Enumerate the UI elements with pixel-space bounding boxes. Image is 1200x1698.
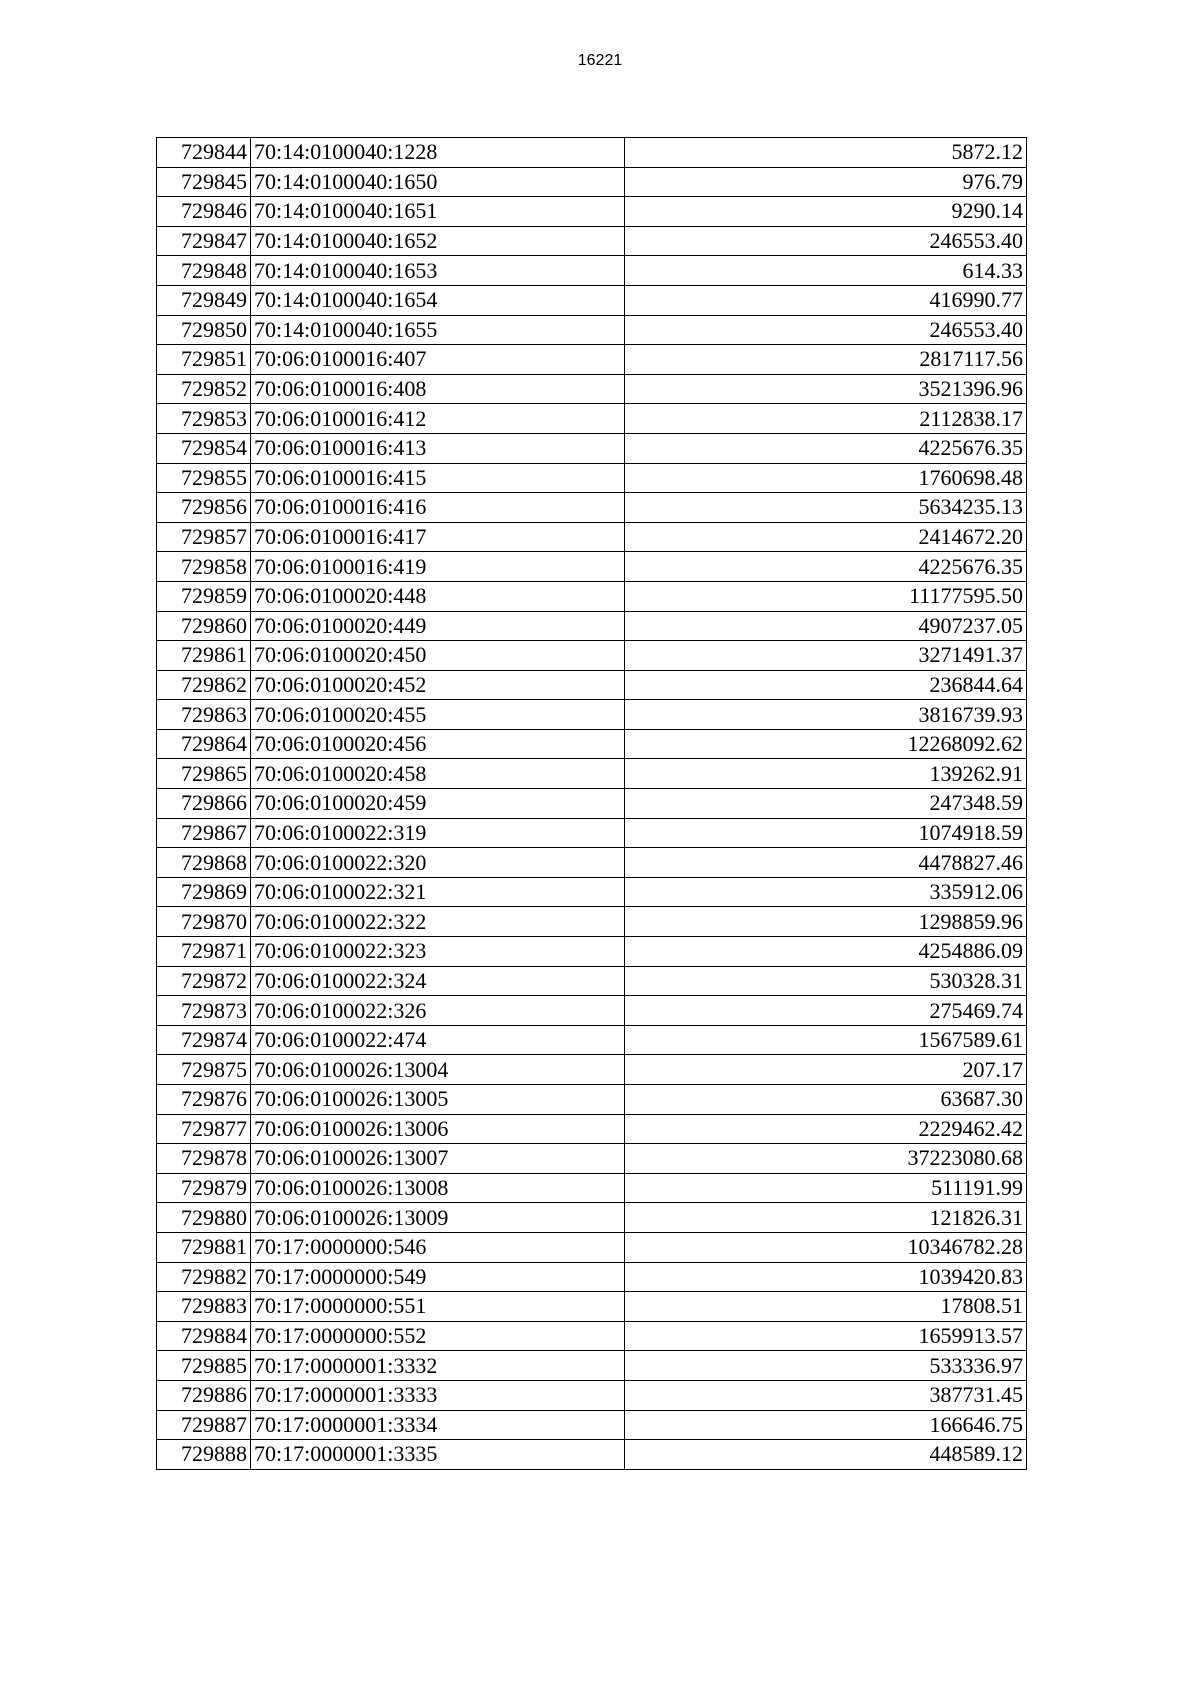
- value-cell: 4478827.46: [625, 848, 1027, 878]
- value-cell: 387731.45: [625, 1380, 1027, 1410]
- table-row: [157, 1380, 1027, 1410]
- cadastral-number-cell: 70:17:0000000:551: [251, 1292, 625, 1322]
- value-cell: 246553.40: [625, 226, 1027, 256]
- value-cell: 2817117.56: [625, 345, 1027, 375]
- row-number-cell: 729848: [157, 256, 251, 286]
- value-cell: 2229462.42: [625, 1114, 1027, 1144]
- row-number-cell: 729868: [157, 848, 251, 878]
- cadastral-number-cell: 70:06:0100016:408: [251, 374, 625, 404]
- value-cell: 1659913.57: [625, 1321, 1027, 1351]
- cadastral-number-cell: 70:06:0100022:321: [251, 877, 625, 907]
- cadastral-number-cell: 70:06:0100016:419: [251, 552, 625, 582]
- cadastral-number-cell: 70:06:0100020:449: [251, 611, 625, 641]
- cadastral-number-cell: 70:06:0100020:456: [251, 729, 625, 759]
- value-cell: 9290.14: [625, 197, 1027, 227]
- row-number-cell: 729869: [157, 877, 251, 907]
- cadastral-number-cell: 70:06:0100026:13007: [251, 1144, 625, 1174]
- cadastral-number-cell: 70:14:0100040:1654: [251, 285, 625, 315]
- value-cell: 3816739.93: [625, 700, 1027, 730]
- cadastral-number-cell: 70:06:0100022:324: [251, 966, 625, 996]
- cadastral-number-cell: 70:14:0100040:1655: [251, 315, 625, 345]
- cadastral-number-cell: 70:06:0100020:448: [251, 581, 625, 611]
- table-row: [157, 1351, 1027, 1381]
- value-cell: 166646.75: [625, 1410, 1027, 1440]
- cadastral-number-cell: 70:17:0000000:552: [251, 1321, 625, 1351]
- cadastral-number-cell: 70:06:0100026:13009: [251, 1203, 625, 1233]
- cadastral-number-cell: 70:06:0100022:474: [251, 1025, 625, 1055]
- cadastral-number-cell: 70:06:0100022:320: [251, 848, 625, 878]
- cadastral-number-cell: 70:06:0100026:13004: [251, 1055, 625, 1085]
- value-cell: 236844.64: [625, 670, 1027, 700]
- table-row: [157, 877, 1027, 907]
- row-number-cell: 729872: [157, 966, 251, 996]
- table-row: [157, 907, 1027, 937]
- table-row: [157, 1321, 1027, 1351]
- cadastral-number-cell: 70:14:0100040:1228: [251, 138, 625, 168]
- table-row: [157, 345, 1027, 375]
- cadastral-number-cell: 70:06:0100016:416: [251, 493, 625, 523]
- row-number-cell: 729883: [157, 1292, 251, 1322]
- cadastral-number-cell: 70:17:0000001:3333: [251, 1380, 625, 1410]
- table-row: [157, 1292, 1027, 1322]
- row-number-cell: 729866: [157, 789, 251, 819]
- table-row: [157, 1085, 1027, 1115]
- row-number-cell: 729851: [157, 345, 251, 375]
- row-number-cell: 729885: [157, 1351, 251, 1381]
- value-cell: 4907237.05: [625, 611, 1027, 641]
- value-cell: 247348.59: [625, 789, 1027, 819]
- table-row: [157, 848, 1027, 878]
- table-row: [157, 226, 1027, 256]
- cadastral-number-cell: 70:14:0100040:1653: [251, 256, 625, 286]
- row-number-cell: 729855: [157, 463, 251, 493]
- row-number-cell: 729864: [157, 729, 251, 759]
- value-cell: 1760698.48: [625, 463, 1027, 493]
- cadastral-number-cell: 70:14:0100040:1652: [251, 226, 625, 256]
- row-number-cell: 729863: [157, 700, 251, 730]
- cadastral-number-cell: 70:06:0100016:412: [251, 404, 625, 434]
- row-number-cell: 729865: [157, 759, 251, 789]
- row-number-cell: 729880: [157, 1203, 251, 1233]
- value-cell: 530328.31: [625, 966, 1027, 996]
- value-cell: 511191.99: [625, 1173, 1027, 1203]
- table-row: [157, 522, 1027, 552]
- table-row: [157, 641, 1027, 671]
- cadastral-number-cell: 70:06:0100016:413: [251, 433, 625, 463]
- value-cell: 207.17: [625, 1055, 1027, 1085]
- table-row: [157, 493, 1027, 523]
- row-number-cell: 729845: [157, 167, 251, 197]
- row-number-cell: 729875: [157, 1055, 251, 1085]
- cadastral-number-cell: 70:06:0100020:458: [251, 759, 625, 789]
- row-number-cell: 729861: [157, 641, 251, 671]
- table-row: [157, 996, 1027, 1026]
- cadastral-value-table: [156, 137, 1027, 1470]
- table-row: [157, 552, 1027, 582]
- row-number-cell: 729871: [157, 937, 251, 967]
- value-cell: 614.33: [625, 256, 1027, 286]
- table-row: [157, 404, 1027, 434]
- cadastral-number-cell: 70:14:0100040:1651: [251, 197, 625, 227]
- cadastral-number-cell: 70:14:0100040:1650: [251, 167, 625, 197]
- table-row: [157, 315, 1027, 345]
- table-row: [157, 256, 1027, 286]
- value-cell: 5872.12: [625, 138, 1027, 168]
- value-cell: 1074918.59: [625, 818, 1027, 848]
- value-cell: 5634235.13: [625, 493, 1027, 523]
- cadastral-number-cell: 70:06:0100026:13005: [251, 1085, 625, 1115]
- row-number-cell: 729862: [157, 670, 251, 700]
- row-number-cell: 729844: [157, 138, 251, 168]
- row-number-cell: 729874: [157, 1025, 251, 1055]
- row-number-cell: 729854: [157, 433, 251, 463]
- row-number-cell: 729849: [157, 285, 251, 315]
- row-number-cell: 729876: [157, 1085, 251, 1115]
- row-number-cell: 729877: [157, 1114, 251, 1144]
- value-cell: 121826.31: [625, 1203, 1027, 1233]
- value-cell: 12268092.62: [625, 729, 1027, 759]
- row-number-cell: 729860: [157, 611, 251, 641]
- value-cell: 416990.77: [625, 285, 1027, 315]
- value-cell: 4225676.35: [625, 552, 1027, 582]
- table-row: [157, 197, 1027, 227]
- row-number-cell: 729846: [157, 197, 251, 227]
- table-row: [157, 581, 1027, 611]
- value-cell: 2112838.17: [625, 404, 1027, 434]
- row-number-cell: 729857: [157, 522, 251, 552]
- cadastral-number-cell: 70:06:0100020:450: [251, 641, 625, 671]
- cadastral-number-cell: 70:06:0100020:459: [251, 789, 625, 819]
- cadastral-number-cell: 70:17:0000001:3332: [251, 1351, 625, 1381]
- value-cell: 533336.97: [625, 1351, 1027, 1381]
- cadastral-number-cell: 70:17:0000001:3334: [251, 1410, 625, 1440]
- value-cell: 17808.51: [625, 1292, 1027, 1322]
- table-row: [157, 167, 1027, 197]
- value-cell: 10346782.28: [625, 1232, 1027, 1262]
- value-cell: 3521396.96: [625, 374, 1027, 404]
- table-row: [157, 611, 1027, 641]
- row-number-cell: 729853: [157, 404, 251, 434]
- table-row: [157, 1114, 1027, 1144]
- table-row: [157, 729, 1027, 759]
- value-cell: 246553.40: [625, 315, 1027, 345]
- table-row: [157, 1144, 1027, 1174]
- cadastral-number-cell: 70:17:0000001:3335: [251, 1440, 625, 1470]
- table-row: [157, 463, 1027, 493]
- cadastral-number-cell: 70:06:0100022:322: [251, 907, 625, 937]
- table-row: [157, 759, 1027, 789]
- value-cell: 2414672.20: [625, 522, 1027, 552]
- cadastral-number-cell: 70:06:0100022:326: [251, 996, 625, 1026]
- value-cell: 4225676.35: [625, 433, 1027, 463]
- value-cell: 335912.06: [625, 877, 1027, 907]
- table-row: [157, 1410, 1027, 1440]
- cadastral-number-cell: 70:06:0100026:13008: [251, 1173, 625, 1203]
- row-number-cell: 729887: [157, 1410, 251, 1440]
- row-number-cell: 729870: [157, 907, 251, 937]
- table-row: [157, 966, 1027, 996]
- cadastral-number-cell: 70:06:0100026:13006: [251, 1114, 625, 1144]
- row-number-cell: 729856: [157, 493, 251, 523]
- cadastral-number-cell: 70:06:0100016:415: [251, 463, 625, 493]
- cadastral-number-cell: 70:06:0100022:319: [251, 818, 625, 848]
- table-body: [157, 138, 1027, 1470]
- value-cell: 63687.30: [625, 1085, 1027, 1115]
- value-cell: 275469.74: [625, 996, 1027, 1026]
- cadastral-number-cell: 70:17:0000000:546: [251, 1232, 625, 1262]
- row-number-cell: 729881: [157, 1232, 251, 1262]
- value-cell: 448589.12: [625, 1440, 1027, 1470]
- cadastral-number-cell: 70:06:0100020:455: [251, 700, 625, 730]
- table-row: [157, 285, 1027, 315]
- row-number-cell: 729850: [157, 315, 251, 345]
- row-number-cell: 729847: [157, 226, 251, 256]
- table-row: [157, 1173, 1027, 1203]
- row-number-cell: 729884: [157, 1321, 251, 1351]
- cadastral-number-cell: 70:06:0100022:323: [251, 937, 625, 967]
- page-number: 16221: [577, 52, 623, 69]
- table-row: [157, 1440, 1027, 1470]
- row-number-cell: 729879: [157, 1173, 251, 1203]
- table-row: [157, 1203, 1027, 1233]
- value-cell: 139262.91: [625, 759, 1027, 789]
- row-number-cell: 729886: [157, 1380, 251, 1410]
- table-row: [157, 433, 1027, 463]
- cadastral-number-cell: 70:06:0100016:417: [251, 522, 625, 552]
- value-cell: 37223080.68: [625, 1144, 1027, 1174]
- table-row: [157, 138, 1027, 168]
- row-number-cell: 729888: [157, 1440, 251, 1470]
- table-row: [157, 818, 1027, 848]
- table-row: [157, 700, 1027, 730]
- table-row: [157, 1262, 1027, 1292]
- cadastral-number-cell: 70:06:0100020:452: [251, 670, 625, 700]
- value-cell: 11177595.50: [625, 581, 1027, 611]
- row-number-cell: 729858: [157, 552, 251, 582]
- table-row: [157, 1232, 1027, 1262]
- row-number-cell: 729867: [157, 818, 251, 848]
- table-row: [157, 374, 1027, 404]
- row-number-cell: 729852: [157, 374, 251, 404]
- row-number-cell: 729878: [157, 1144, 251, 1174]
- table-row: [157, 789, 1027, 819]
- value-cell: 1298859.96: [625, 907, 1027, 937]
- row-number-cell: 729882: [157, 1262, 251, 1292]
- cadastral-number-cell: 70:17:0000000:549: [251, 1262, 625, 1292]
- value-cell: 4254886.09: [625, 937, 1027, 967]
- row-number-cell: 729859: [157, 581, 251, 611]
- table-row: [157, 670, 1027, 700]
- table-row: [157, 1025, 1027, 1055]
- value-cell: 976.79: [625, 167, 1027, 197]
- table-row: [157, 937, 1027, 967]
- table-row: [157, 1055, 1027, 1085]
- value-cell: 3271491.37: [625, 641, 1027, 671]
- row-number-cell: 729873: [157, 996, 251, 1026]
- cadastral-number-cell: 70:06:0100016:407: [251, 345, 625, 375]
- value-cell: 1039420.83: [625, 1262, 1027, 1292]
- value-cell: 1567589.61: [625, 1025, 1027, 1055]
